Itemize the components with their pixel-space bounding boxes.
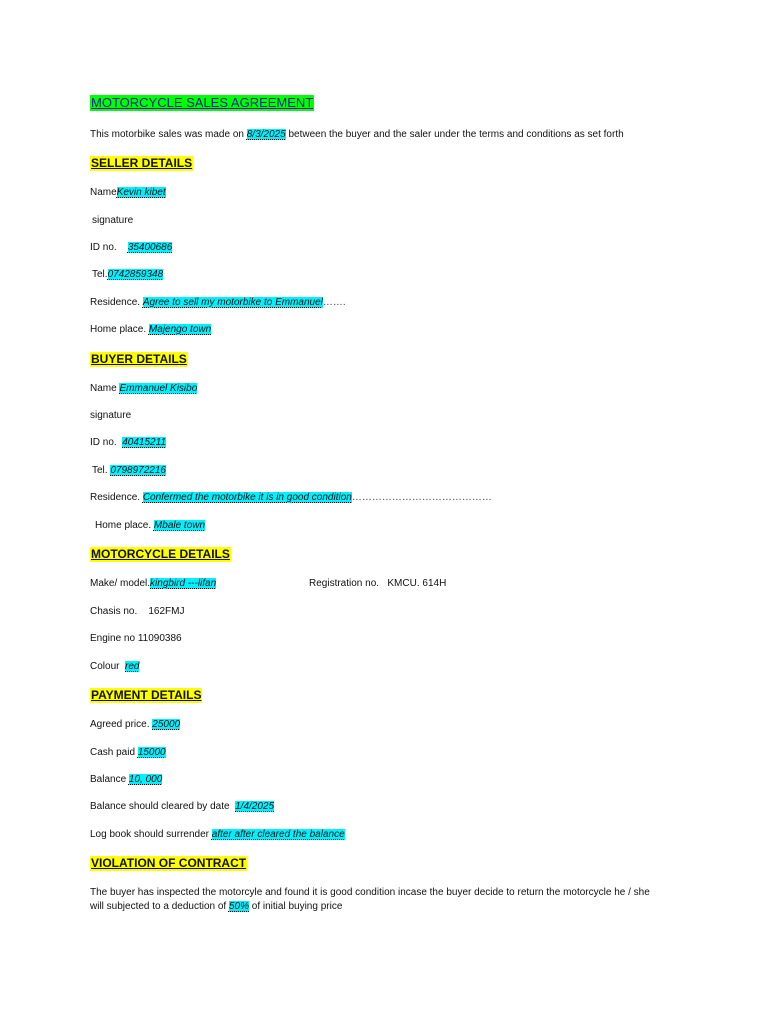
buyer-heading: BUYER DETAILS <box>91 352 187 366</box>
balance-value: 10, 000 <box>128 774 163 785</box>
chasis-value: 162FMJ <box>148 606 185 617</box>
seller-tel-line <box>92 268 163 281</box>
buyer-home-label: Home place. <box>95 520 152 531</box>
seller-id-line <box>90 241 172 254</box>
intro-line <box>90 128 624 141</box>
buyer-residence-line <box>90 491 492 504</box>
chasis-label: Chasis no. <box>90 606 138 617</box>
buyer-home-value: Mbale town <box>153 520 206 531</box>
seller-residence-label: Residence. <box>90 297 141 308</box>
payment-heading: PAYMENT DETAILS <box>91 688 202 702</box>
seller-home-label: Home place. <box>90 324 147 335</box>
buyer-name-label: Name <box>90 383 117 394</box>
buyer-name-value: Emmanuel Kisibo <box>119 383 198 394</box>
motorcycle-heading: MOTORCYCLE DETAILS <box>91 547 230 561</box>
seller-residence-dots: ……. <box>322 297 346 308</box>
colour-label: Colour <box>90 661 120 672</box>
make-label: Make/ model. <box>90 578 151 589</box>
due-date-value: 1/4/2025 <box>235 801 275 812</box>
buyer-id-label: ID no. <box>90 437 117 448</box>
seller-tel-value: 0742859348 <box>107 269 164 280</box>
registration-line <box>309 577 446 590</box>
cash-value: 15000 <box>137 747 166 758</box>
agreement-date: 8/3/2025 <box>246 129 286 140</box>
engine-line <box>90 632 182 645</box>
engine-value: 11090386 <box>137 633 182 644</box>
balance-label: Balance <box>90 774 127 785</box>
due-date-label: Balance should cleared by date <box>90 801 230 812</box>
seller-residence-line <box>90 296 346 309</box>
engine-label: Engine no <box>90 633 136 644</box>
seller-tel-label: Tel. <box>92 269 108 280</box>
buyer-residence-label: Residence. <box>90 492 141 503</box>
intro-text-after: between the buyer and the saler under the terms and conditions as set forth <box>285 129 624 140</box>
cash-line <box>90 746 166 759</box>
make-value: kingbird ---lifan <box>150 578 217 589</box>
seller-home-line <box>90 323 211 336</box>
seller-signature-label: signature <box>92 215 134 226</box>
seller-name-label: Name <box>90 187 117 198</box>
due-date-line <box>90 800 274 813</box>
seller-residence-value: Agree to sell my motorbike to Emmanuel <box>142 297 323 308</box>
seller-home-value: Majengo town <box>148 324 212 335</box>
price-line <box>90 718 180 731</box>
buyer-tel-value: 0798972216 <box>110 465 166 476</box>
colour-line <box>90 660 139 673</box>
violation-paragraph <box>90 886 650 914</box>
colour-value: red <box>125 661 140 672</box>
seller-name-value: Kevin kibet <box>116 187 166 198</box>
buyer-residence-dots: …………………………………… <box>351 492 492 503</box>
make-line <box>90 577 216 590</box>
intro-text-before: This motorbike sales was made on <box>90 129 247 140</box>
violation-heading: VIOLATION OF CONTRACT <box>91 856 247 870</box>
seller-name-line <box>90 186 166 199</box>
seller-id-value: 35400686 <box>127 242 173 253</box>
buyer-tel-label: Tel. <box>92 465 108 476</box>
balance-line <box>90 773 162 786</box>
seller-heading: SELLER DETAILS <box>91 156 193 170</box>
logbook-label: Log book should surrender <box>90 829 209 840</box>
buyer-id-value: 40415211 <box>122 437 166 448</box>
buyer-signature-label: signature <box>90 410 132 421</box>
seller-id-label: ID no. <box>90 242 117 253</box>
buyer-home-line <box>95 519 205 532</box>
buyer-name-line <box>90 382 197 395</box>
price-value: 25000 <box>152 719 181 730</box>
cash-label: Cash paid <box>90 747 136 758</box>
registration-label: Registration no. <box>309 578 380 589</box>
deduction-percent: 50% <box>228 901 249 912</box>
violation-text-before: The buyer has inspected the motorcyle and found it is good condition incase the buyer decide to return the motorcycle he / she will subjected to a deduction of <box>90 887 650 912</box>
buyer-id-line <box>90 436 166 449</box>
logbook-line <box>90 828 345 841</box>
price-label: Agreed price. <box>90 719 150 730</box>
chasis-line <box>90 605 185 618</box>
buyer-residence-value: Confermed the motorbike it is in good condition <box>142 492 352 503</box>
document-title: MOTORCYCLE SALES AGREEMENT <box>91 95 314 110</box>
registration-value: KMCU. 614H <box>387 578 447 589</box>
buyer-tel-line <box>92 464 166 477</box>
violation-text-after: of initial buying price <box>249 901 343 912</box>
logbook-value: after after cleared the balance <box>211 829 345 840</box>
